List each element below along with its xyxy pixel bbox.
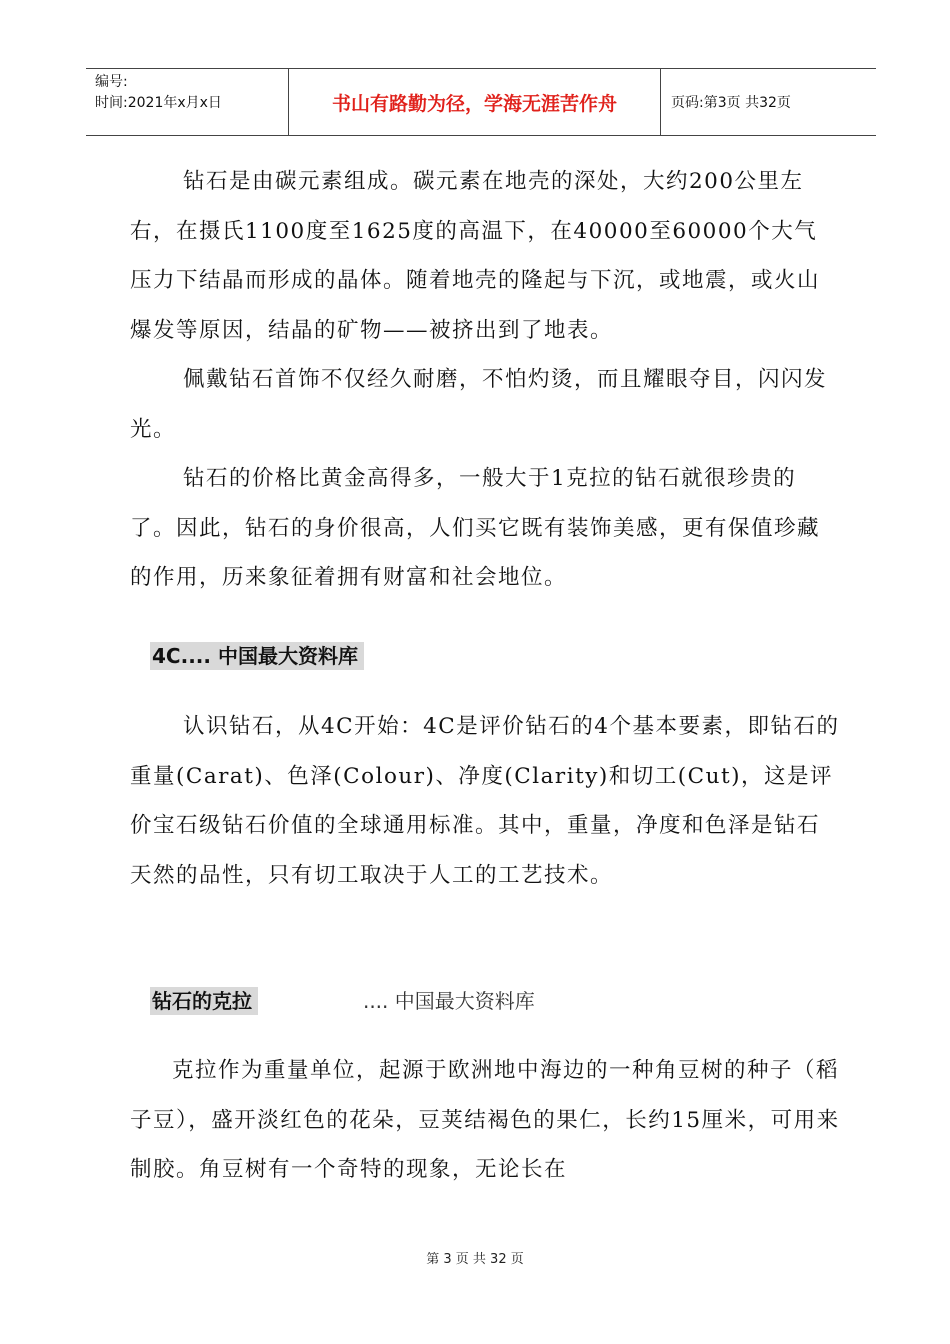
page-header: [86, 68, 876, 136]
section-intro: [130, 157, 840, 603]
paragraph-composition: 钻石是由碳元素组成。碳元素在地壳的深处，大约200公里左右，在摄氏1100度至1625度的高温下，在40000至60000个大气压力下结晶而形成的晶体。随着地壳的隆起与下沉，或地震，或火山爆发等原因，结晶的矿物——被挤出到了地表。: [130, 169, 821, 343]
page-footer: 第 3 页 共 32 页: [426, 1252, 524, 1267]
heading-carat: [150, 985, 850, 1014]
time-label: 时间:2021年x月x日: [95, 95, 222, 111]
heading-4c: [150, 640, 364, 669]
paragraph-wearing: 佩戴钻石首饰不仅经久耐磨，不怕灼烫，而且耀眼夺目，闪闪发光。: [130, 367, 828, 442]
paragraph-price: 钻石的价格比黄金高得多，一般大于1克拉的钻石就很珍贵的了。因此，钻石的身价很高，人们买它既有装饰美感，更有保值珍藏的作用，历来象征着拥有财富和社会地位。: [130, 466, 821, 590]
header-motto: 书山有路勤为径，学海无涯苦作舟: [289, 69, 661, 135]
heading-carat-suffix: .... 中国最大资料库: [362, 989, 535, 1013]
header-meta: [86, 69, 289, 135]
paragraph-carat: 克拉作为重量单位，起源于欧洲地中海边的一种角豆树的种子（稻子豆），盛开淡红色的花朵，豆荚结褐色的果仁，长约15厘米，可用来制胶。角豆树有一个奇特的现象，无论长在: [130, 1058, 840, 1182]
section-4c: [130, 702, 840, 900]
heading-4c-text: 4C.... 中国最大资料库: [150, 642, 364, 670]
heading-carat-title: 钻石的克拉: [150, 987, 258, 1015]
section-carat: [130, 1046, 840, 1195]
number-label: 编号:: [95, 74, 128, 90]
paragraph-4c: 认识钻石，从4C开始：4C是评价钻石的4个基本要素，即钻石的重量(Carat)、色泽(Colour)、净度(Clarity)和切工(Cut)，这是评价宝石级钻石价值的全球通用标准。其中，重量，净度和色泽是钻石天然的品性，只有切工取决于人工的工艺技术。: [130, 714, 840, 888]
header-page-info: 页码:第3页 共32页: [671, 95, 791, 111]
